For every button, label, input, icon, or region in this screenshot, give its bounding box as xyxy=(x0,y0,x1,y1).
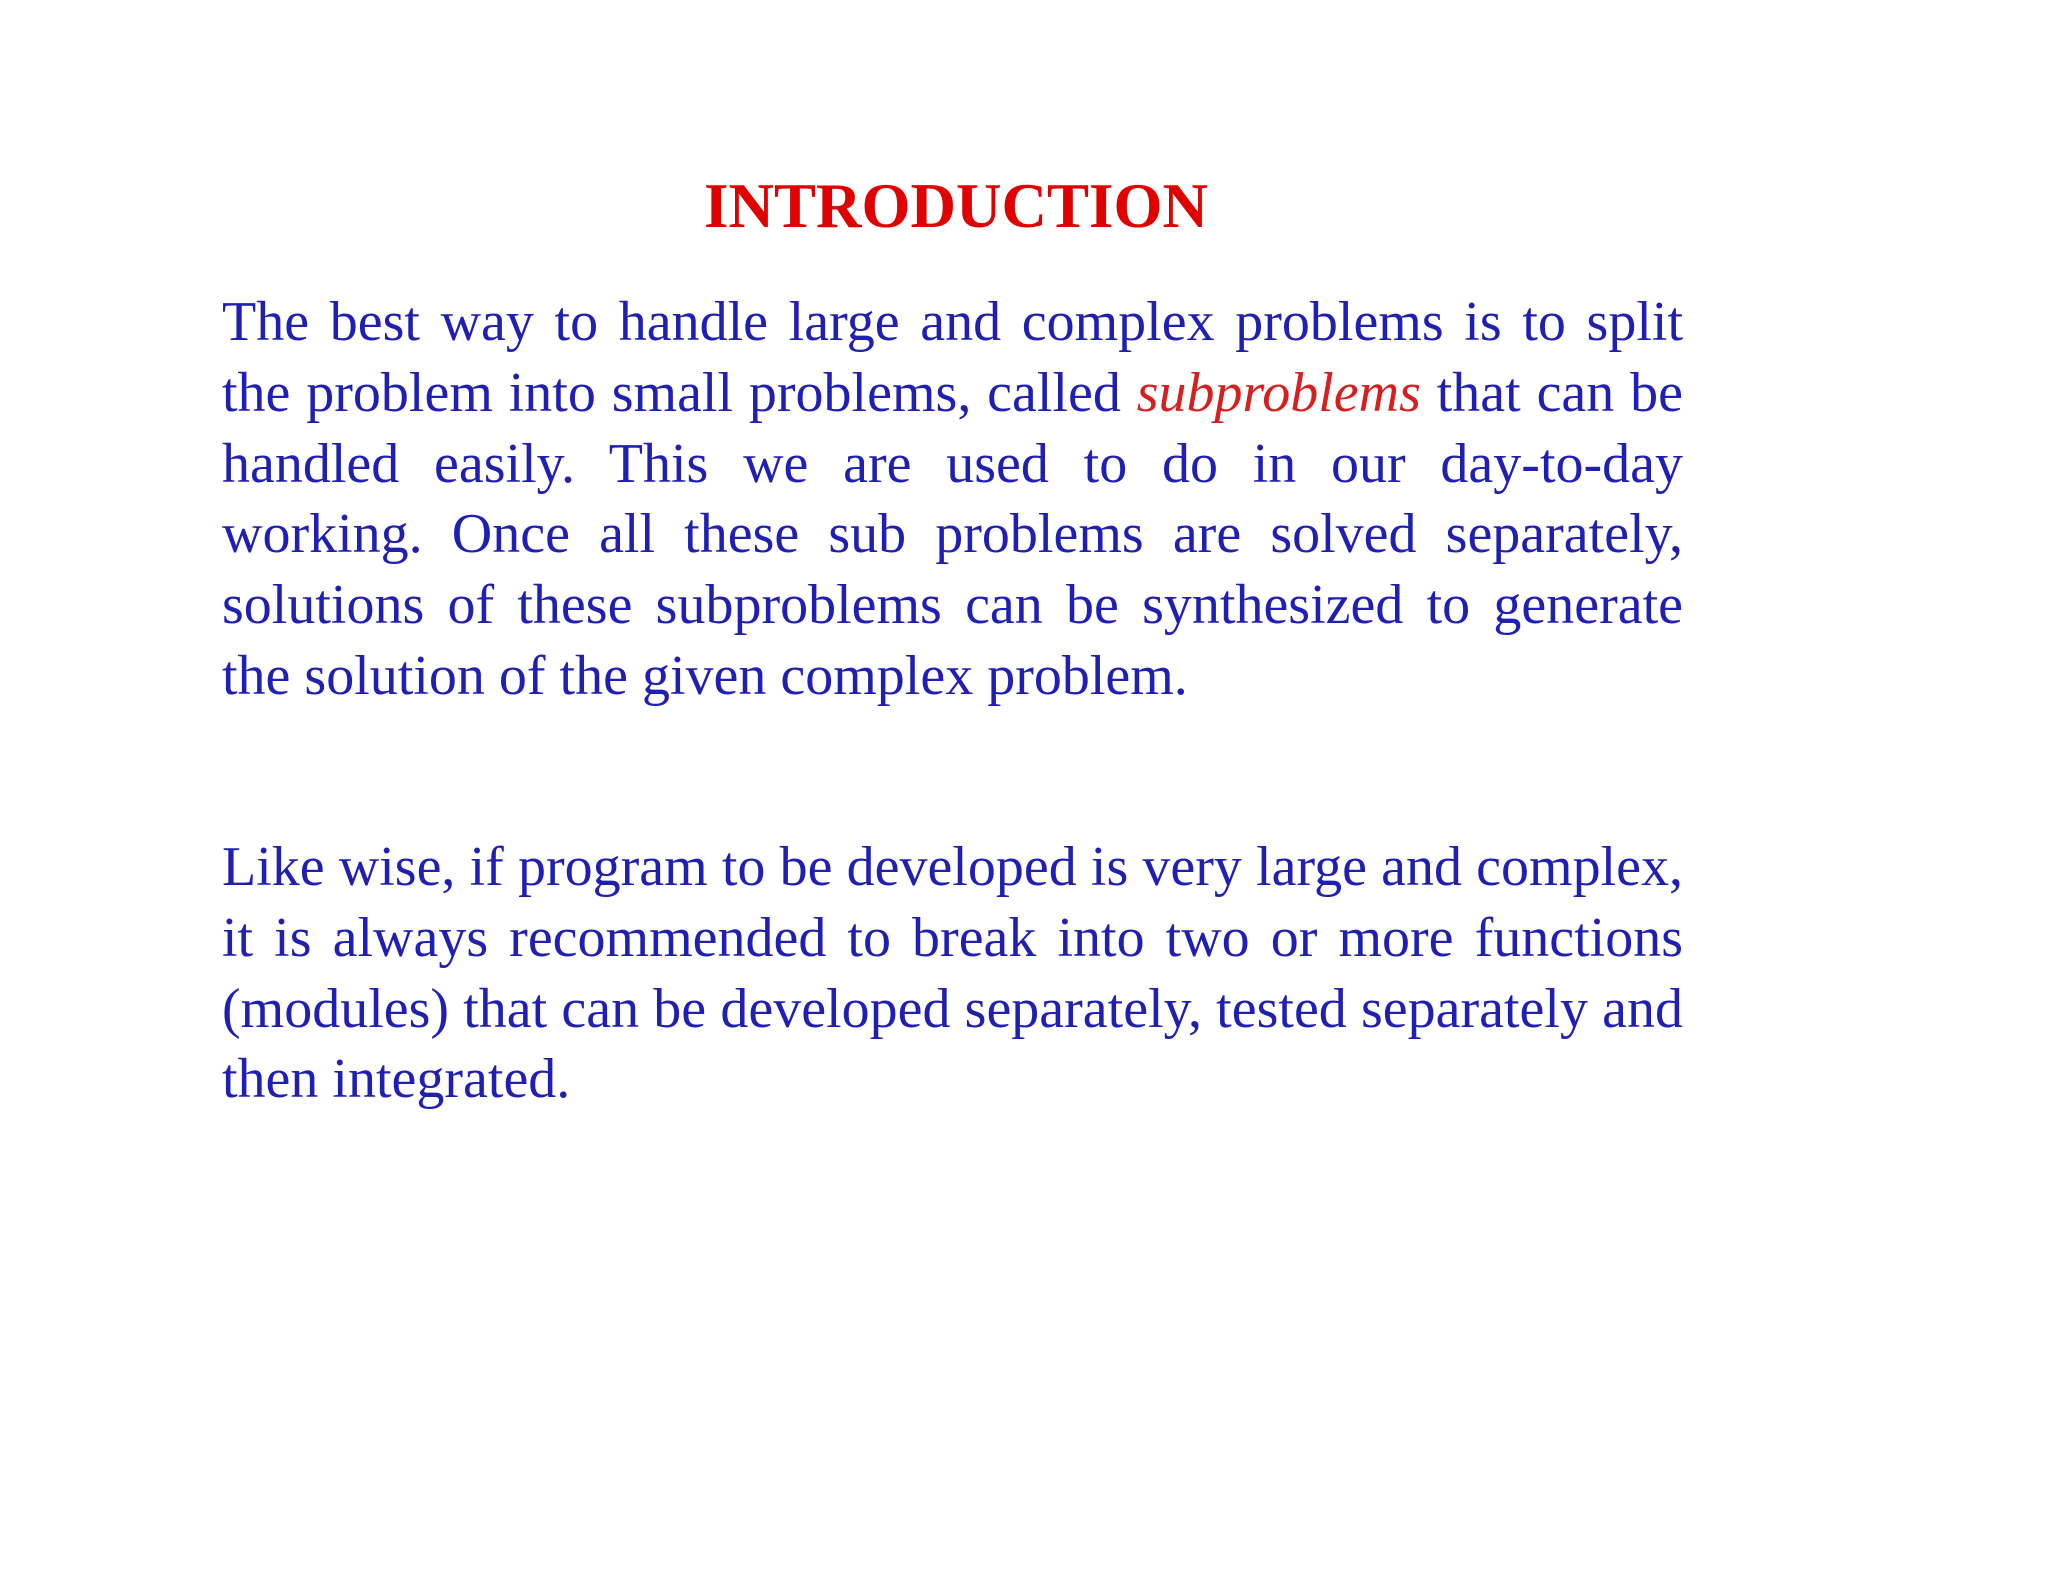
paragraph-intro-text-end: that can be handled easily. This we are used to do in our day-to-day working. Once all these sub problems are solved separately, solutions of these subproblems can be synthesized to generate the solution of the given complex problem. xyxy=(222,361,1684,707)
slide-title: INTRODUCTION xyxy=(703,171,1209,241)
paragraph-intro-text-start: The best way to handle large and complex problems is to split the problem into small problems, called xyxy=(222,291,1683,424)
highlighted-term: subproblems xyxy=(1136,361,1421,424)
paragraph-modules: Like wise, if program to be developed is very large and complex, it is always recommended to break into two or more functions (modules) that can be developed separately, tested separately and then integrated. xyxy=(222,836,1683,1111)
paragraph-intro xyxy=(222,287,1683,712)
